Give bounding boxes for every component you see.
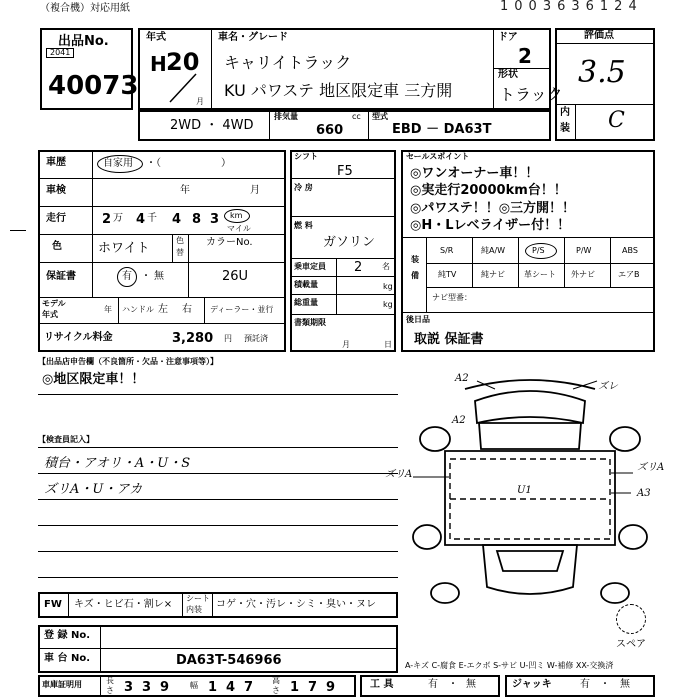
load-label: 積載量 <box>294 280 318 289</box>
color-code: 26U <box>222 269 249 284</box>
mileage-digit-2: 8 <box>192 212 202 227</box>
mileage-label: 走行 <box>46 213 66 224</box>
shape-label: 形状 <box>498 69 518 80</box>
sales-point-1: ◎ワンオーナー車！！ <box>410 166 539 181</box>
seller-notes-label: 【出品店申告欄（不良箇所・欠品・注意事項等）】 <box>38 357 218 366</box>
width-d2: 4 <box>226 680 236 695</box>
length-d2: 3 <box>142 680 152 695</box>
jack-no: 無 <box>620 679 630 690</box>
height-d3: 9 <box>326 680 336 695</box>
seat-label-1: シート <box>186 594 210 603</box>
garage-label: 車庫証明用 <box>42 680 82 689</box>
spare-label: スペア <box>616 639 646 650</box>
fuel-value: ガソリン <box>323 235 376 250</box>
color-value: ホワイト <box>98 241 150 256</box>
gross-unit: kg <box>383 300 393 309</box>
lot-stamp: 2041 <box>46 48 74 58</box>
recycle-value: 3,280 <box>172 331 214 346</box>
handle-right: 右 <box>182 304 192 315</box>
equip-airbag: エアB <box>618 270 640 279</box>
shape-value: トラック <box>499 85 563 104</box>
shift-value: F5 <box>337 164 353 179</box>
length-label-1: 長 <box>106 676 114 685</box>
width-d3: 7 <box>244 680 254 695</box>
equip-nav: 純ナビ <box>481 270 505 279</box>
model-label: 型式 <box>372 112 388 121</box>
spare-tire-icon <box>616 604 646 634</box>
model-year-label-1: モデル <box>42 299 66 308</box>
details-block <box>38 150 286 352</box>
load-unit: kg <box>383 282 393 291</box>
tools-sep: ・ <box>448 679 458 690</box>
height-label-2: さ <box>272 686 280 695</box>
warranty-sep: ・ <box>141 271 151 282</box>
mileage-unit-mile: マイル <box>227 224 251 233</box>
drive-type: 2WD ・ 4WD <box>170 118 254 133</box>
width-d1: 1 <box>208 680 218 695</box>
sales-point-2: ◎実走行20000km台！！ <box>410 183 567 198</box>
mark-a3-right: A3 <box>637 488 651 499</box>
interior-damage-items: コゲ・穴・汚レ・シミ・臭い・ヌレ <box>216 599 376 610</box>
inspector-note-2: ズリA・U・アカ <box>44 482 143 497</box>
inspection-month-unit: 月 <box>250 185 260 196</box>
mileage-sen: 4 <box>136 212 146 227</box>
barcode-number: 1003636124 <box>500 0 643 14</box>
length-label-2: さ <box>106 686 114 695</box>
reg-label: 登 録 No. <box>44 630 91 641</box>
recycle-note: 預託済 <box>244 334 268 343</box>
seller-notes-value: ◎地区限定車！！ <box>42 372 145 387</box>
chassis-label: 車 台 No. <box>44 653 91 664</box>
mark-zuri-left: ズリA <box>385 469 413 480</box>
tools-yes: 有 <box>428 679 438 690</box>
inspection-label: 車検 <box>46 185 66 196</box>
handle-left: 左 <box>158 304 168 315</box>
interior-label-1: 内 <box>560 107 570 118</box>
height-d2: 7 <box>308 680 318 695</box>
vehicle-name: キャリイトラック <box>224 53 352 72</box>
lot-label: 出品No. <box>58 34 109 49</box>
cert-day: 日 <box>384 340 392 349</box>
year-slash-mark <box>160 70 200 106</box>
fw-items: キズ・ヒビ石・割レ× <box>74 599 173 610</box>
displacement-value: 660 <box>316 123 344 138</box>
dealer-label: ディーラー・並行 <box>210 305 274 314</box>
equip-leather: 革シート <box>524 270 556 279</box>
length-d3: 9 <box>160 680 170 695</box>
equip-alloy: 純A/W <box>481 246 506 255</box>
history-other: ・（ ） <box>146 158 231 169</box>
capacity-unit: 名 <box>382 262 390 271</box>
gross-label: 総重量 <box>294 298 318 307</box>
mark-zuri-right: ズリA <box>637 462 665 473</box>
fw-label: FW <box>44 599 62 610</box>
recycle-label: リサイクル料金 <box>44 332 113 343</box>
equipment-label-1: 装 <box>411 255 419 264</box>
mark-a2-left: A2 <box>452 415 466 426</box>
warranty-yes: 有 <box>122 271 132 282</box>
mark-zuri-top: ズレ <box>598 381 618 392</box>
form-subtitle: （複合機）対応用紙 <box>40 3 130 14</box>
vehicle-name-label: 車名・グレード <box>218 32 288 43</box>
year-label: 年式 <box>146 32 166 43</box>
color-label: 色 <box>52 241 62 252</box>
ac-label: 冷 房 <box>294 183 313 192</box>
score-value: 3.5 <box>578 55 626 90</box>
lot-number: 40073 <box>48 71 139 101</box>
after-items: 取説 保証書 <box>414 332 484 347</box>
car-damage-diagram <box>405 375 665 615</box>
mileage-digit-1: 4 <box>172 212 182 227</box>
equip-pw: P/W <box>576 246 592 255</box>
equip-sr: S/R <box>440 246 454 255</box>
after-label: 後日品 <box>406 315 430 324</box>
height-d1: 1 <box>290 680 300 695</box>
vehicle-grade: KU パワステ 地区限定車 三方開 <box>224 81 453 100</box>
year-era: H <box>150 52 167 76</box>
height-label-1: 高 <box>272 676 280 685</box>
cert-label: 書類期限 <box>294 318 326 327</box>
history-value: 自家用 <box>103 158 133 169</box>
cert-month: 月 <box>342 340 350 349</box>
mileage-unit: km <box>230 211 243 220</box>
shift-label: シフト <box>294 152 318 161</box>
inspector-note-1: 積台・アオリ・A・U・S <box>44 456 191 471</box>
year-value: 20 <box>166 48 200 76</box>
sales-point-4: ◎H・Lレベライザー付！！ <box>410 218 571 233</box>
mileage-digit-3: 3 <box>210 212 220 227</box>
damage-legend: A-キズ C-腐食 E-エクボ S-サビ U-凹ミ W-補修 XX-交換済 <box>405 661 614 670</box>
mileage-sen-unit: 千 <box>147 213 157 224</box>
model-code: EBD － DA63T <box>392 122 492 137</box>
nav-model-label: ナビ型番： <box>432 293 472 302</box>
length-d1: 3 <box>124 680 134 695</box>
interior-score: C <box>608 108 625 133</box>
doors-label: ドア <box>498 32 518 43</box>
equip-tv: 純TV <box>438 270 457 279</box>
color-code-label: カラーNo. <box>206 237 253 248</box>
mark-center: U1 <box>517 485 532 496</box>
interior-label-2: 装 <box>560 123 570 134</box>
mileage-man-unit: 万 <box>113 213 123 224</box>
jack-sep: ・ <box>600 679 610 690</box>
fuel-label: 燃 料 <box>294 221 313 230</box>
inspection-year-unit: 年 <box>180 185 190 196</box>
capacity-label: 乗車定員 <box>294 262 326 271</box>
warranty-label: 保証書 <box>46 271 76 282</box>
equipment-label-2: 備 <box>411 271 419 280</box>
displacement-label: 排気量 <box>274 112 298 121</box>
score-label: 評価点 <box>584 30 614 41</box>
history-label: 車歴 <box>46 157 66 168</box>
model-year-label-2: 年式 <box>42 310 58 319</box>
warranty-no: 無 <box>154 271 164 282</box>
equip-abs: ABS <box>622 246 638 255</box>
jack-yes: 有 <box>580 679 590 690</box>
year-month-unit: 月 <box>196 97 204 106</box>
sales-point-3: ◎パワステ！！◎三方開！！ <box>410 201 576 216</box>
capacity-value: 2 <box>354 260 363 275</box>
width-label: 幅 <box>190 681 198 690</box>
displacement-unit: cc <box>352 112 361 121</box>
inspector-label: 【検査員記入】 <box>38 435 94 444</box>
mark-a2-top: A2 <box>455 373 469 384</box>
jack-label: ジャッキ <box>512 679 552 690</box>
color-change-1: 色 <box>176 236 184 245</box>
equip-ps: P/S <box>532 246 545 255</box>
tools-no: 無 <box>466 679 476 690</box>
seat-label-2: 内装 <box>186 605 202 614</box>
chassis-number: DA63T-546966 <box>176 653 282 668</box>
handle-label: ハンドル <box>122 305 154 314</box>
doors-value: 2 <box>518 44 532 68</box>
sales-points-label: セールスポイント <box>406 152 470 161</box>
recycle-unit: 円 <box>224 334 232 343</box>
model-year-unit: 年 <box>104 305 112 314</box>
equip-ext-nav: 外ナビ <box>571 270 595 279</box>
color-change-2: 替 <box>176 248 184 257</box>
mileage-man: 2 <box>102 212 112 227</box>
tools-label: 工 具 <box>370 679 394 690</box>
